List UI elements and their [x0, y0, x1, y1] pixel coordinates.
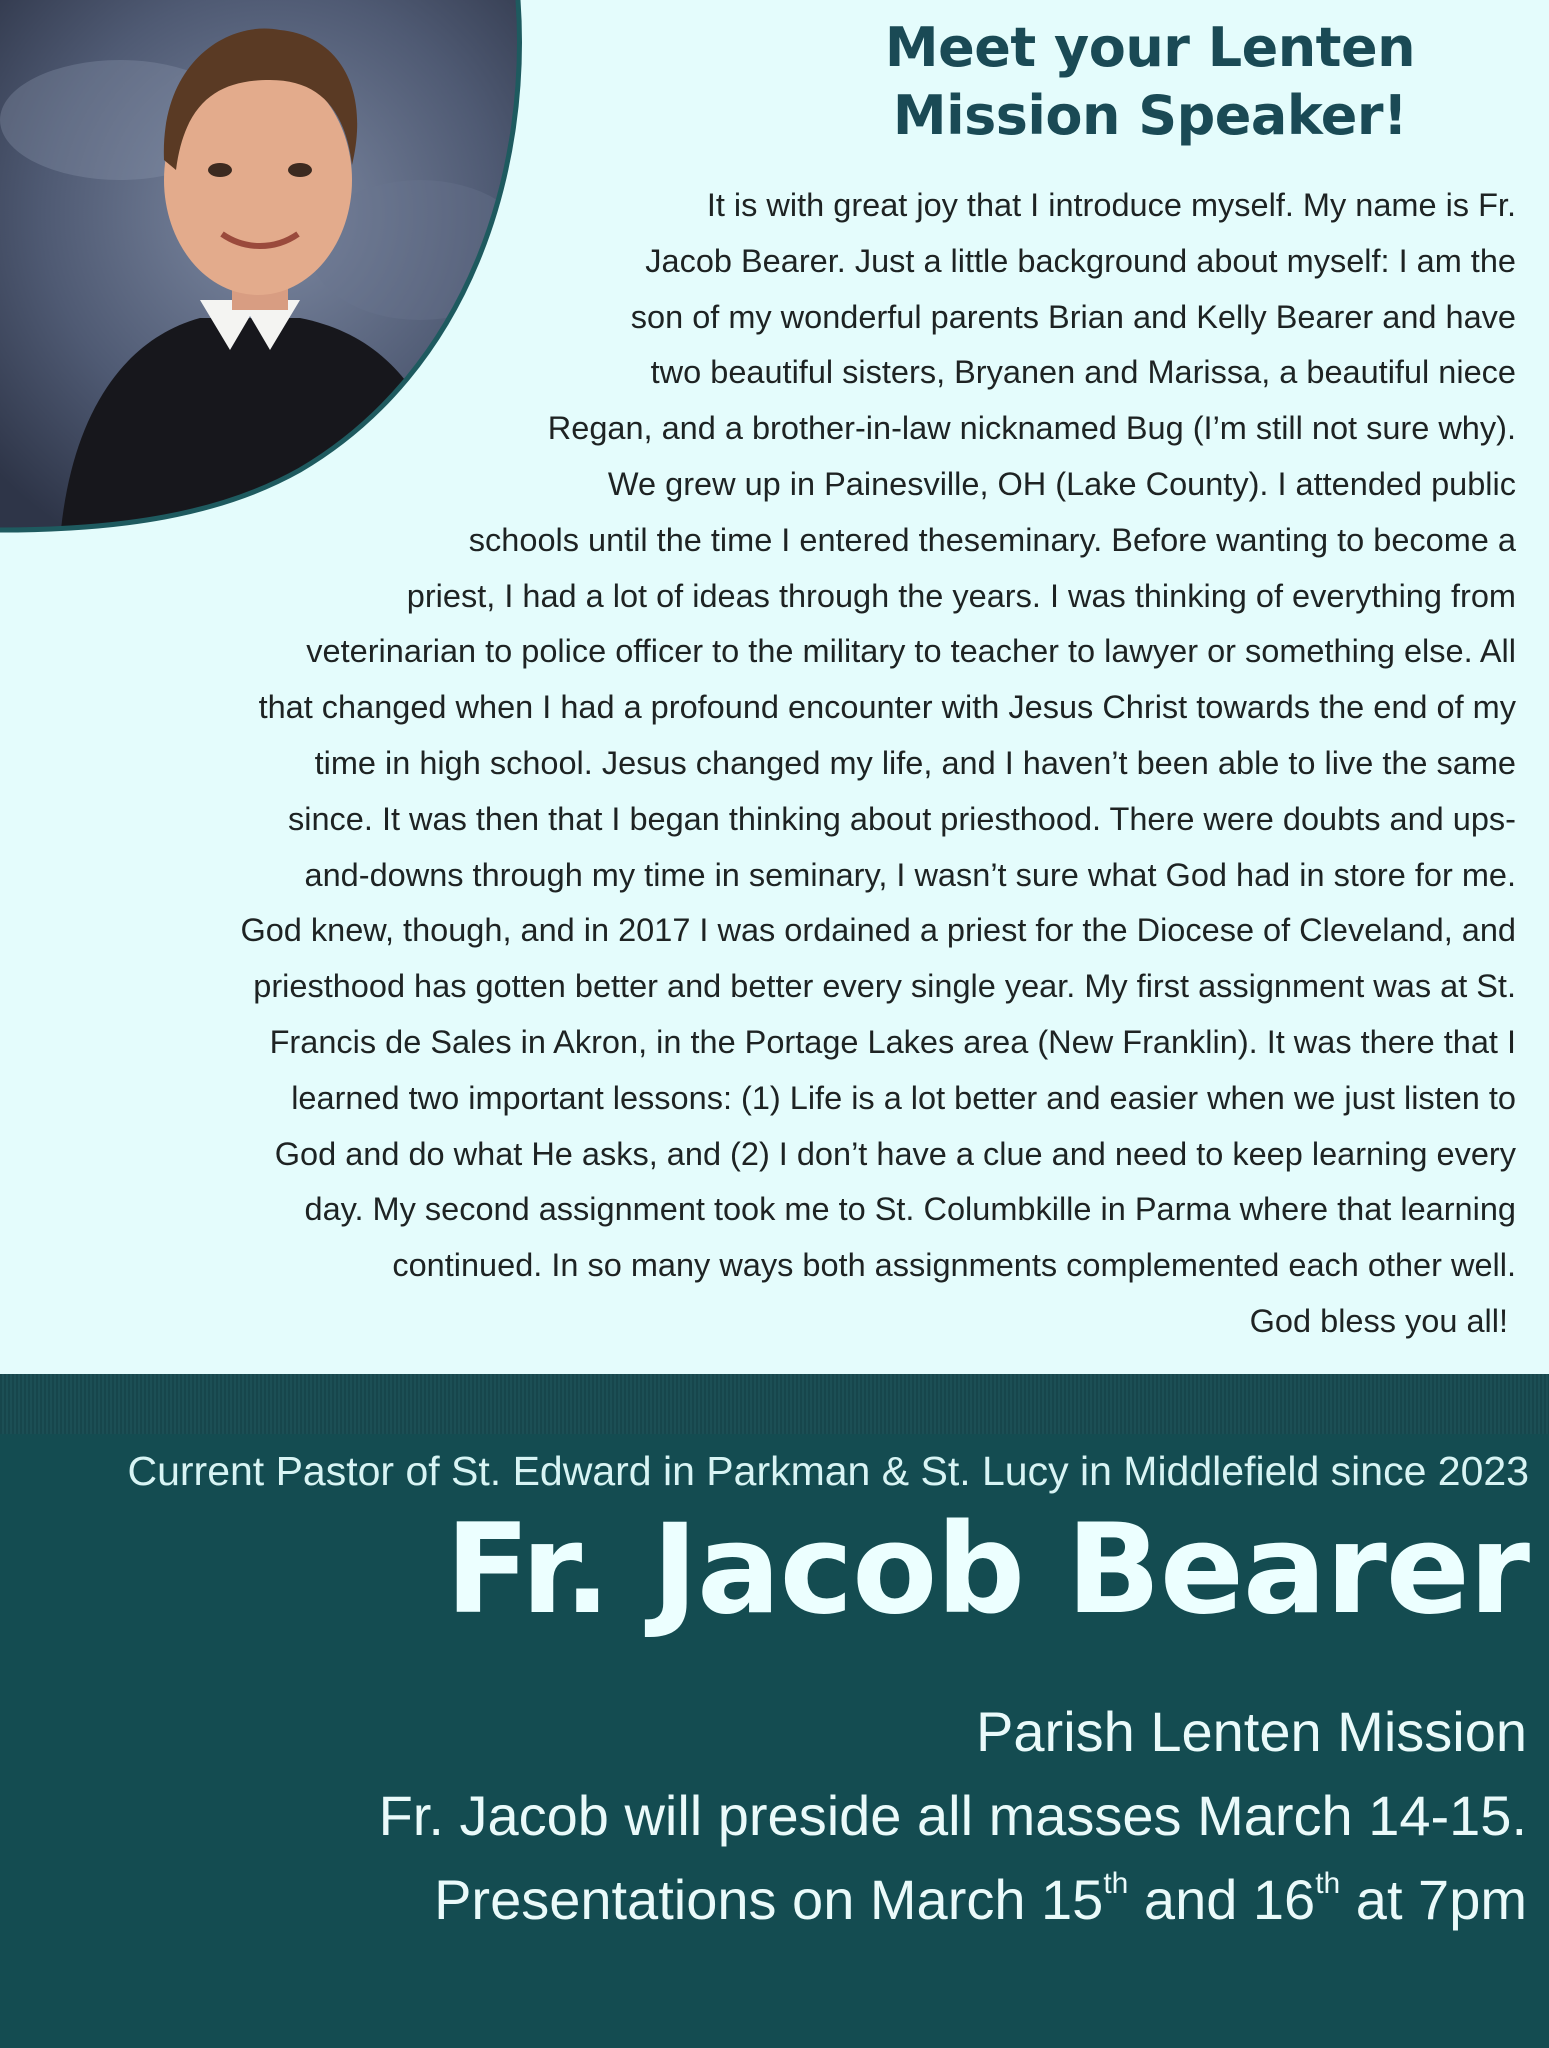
divider-band	[0, 1374, 1549, 1434]
bio-line: schools until the time I entered theseminary. Before wanting to become a	[468, 521, 1516, 558]
bio-line: two beautiful sisters, Bryanen and Marissa, a beautiful niece	[650, 354, 1516, 391]
bio-line: day. My second assignment took me to St. Columbkille in Parma where that learning	[304, 1191, 1516, 1228]
presentations-info: Presentations on March 15th and 16th at 7pm	[434, 1867, 1527, 1931]
bio-line: continued. In so many ways both assignments complemented each other well.	[392, 1247, 1516, 1284]
bio-line: We grew up in Painesville, OH (Lake County). I attended public	[607, 465, 1516, 502]
bio-line: time in high school. Jesus changed my life, and I haven’t been able to live the same	[314, 744, 1516, 781]
bio-line: God bless you all!	[1249, 1302, 1508, 1339]
bio-line: Jacob Bearer. Just a little background about myself: I am the	[645, 242, 1516, 279]
bio-line: It is with great joy that I introduce myself. My name is Fr.	[706, 187, 1516, 223]
heading-line-1: Meet your Lenten	[884, 16, 1416, 79]
page-heading	[760, 14, 1540, 150]
bio-line: and-downs through my time in seminary, I wasn’t sure what God had in store for me.	[304, 856, 1516, 893]
bio-line: Francis de Sales in Akron, in the Portage Lakes area (New Franklin). It was there that I	[269, 1023, 1516, 1060]
bio-line: that changed when I had a profound encounter with Jesus Christ towards the end of my	[258, 689, 1516, 726]
bio-line: since. It was then that I began thinking about priesthood. There were doubts and ups-	[288, 800, 1516, 837]
bio-line: God and do what He asks, and (2) I don’t have a clue and need to keep learning every	[274, 1135, 1516, 1172]
bio-line: priesthood has gotten better and better every single year. My first assignment was at St.	[253, 968, 1516, 1005]
speaker-name: Fr. Jacob Bearer	[445, 1498, 1529, 1642]
bio-line: veterinarian to police officer to the military to teacher to lawyer or something else. All	[306, 633, 1516, 670]
bio-line: priest, I had a lot of ideas through the years. I was thinking of everything from	[406, 577, 1516, 614]
bio-text	[0, 178, 1516, 1350]
mission-details	[379, 1690, 1527, 1942]
heading-line-2: Mission Speaker!	[892, 84, 1408, 147]
bio-line: learned two important lessons: (1) Life is a lot better and easier when we just listen to	[291, 1079, 1516, 1116]
bio-line: Regan, and a brother-in-law nicknamed Bug (I’m still not sure why).	[547, 410, 1516, 447]
bio-line: God knew, though, and in 2017 I was ordained a priest for the Diocese of Cleveland, and	[240, 912, 1516, 949]
bio-line: son of my wonderful parents Brian and Kelly Bearer and have	[630, 298, 1516, 335]
masses-info: Fr. Jacob will preside all masses March 14-15.	[378, 1784, 1527, 1847]
mission-title: Parish Lenten Mission	[976, 1700, 1527, 1763]
pastor-subtitle: Current Pastor of St. Edward in Parkman & St. Lucy in Middlefield since 2023	[127, 1448, 1529, 1494]
